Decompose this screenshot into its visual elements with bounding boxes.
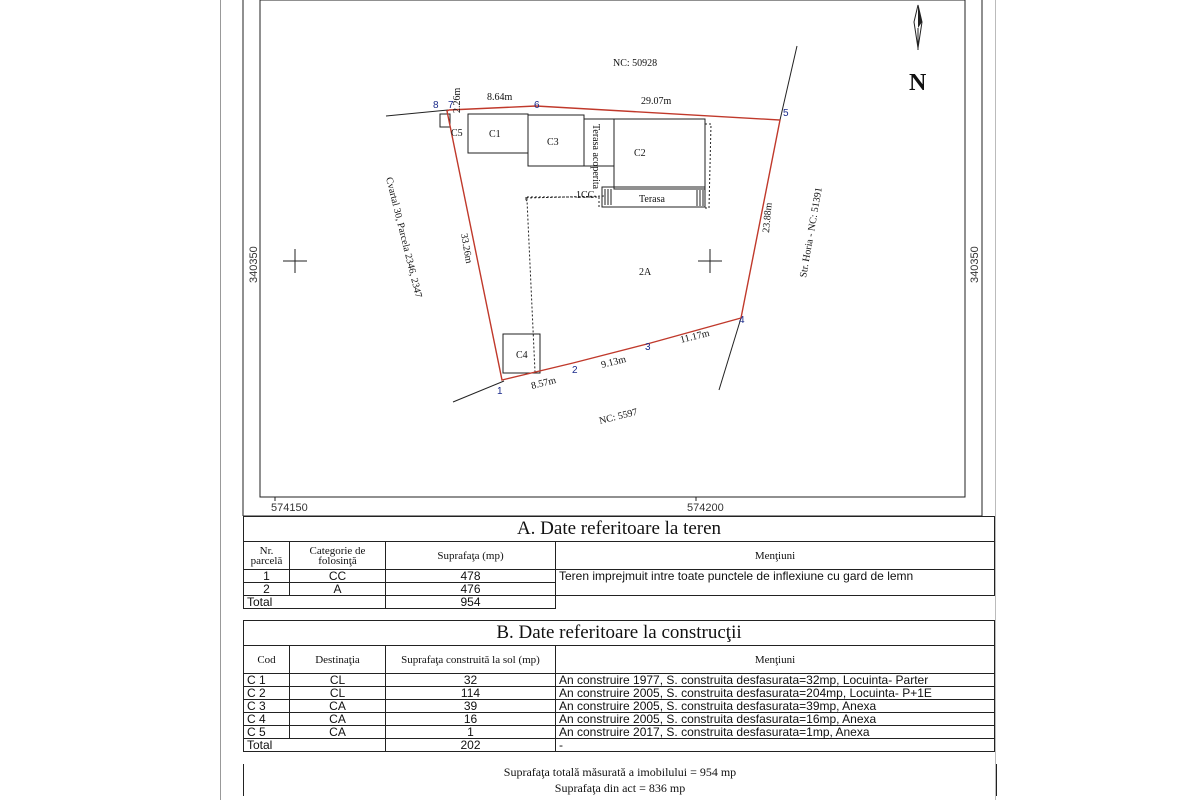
col-mentiuni-b: Menţiuni	[556, 646, 995, 674]
table-row	[244, 713, 995, 726]
section-b-title: B. Date referitoare la construcţii	[244, 621, 995, 646]
site-plan	[221, 0, 995, 516]
point-5: 5	[783, 108, 789, 119]
label-terasa-acop: Terasa acoperita	[590, 124, 601, 190]
row-b3-dest: CA	[290, 700, 386, 713]
row-b4-supr: 16	[386, 713, 556, 726]
table-teren	[243, 516, 995, 609]
row-a-total-value: 954	[386, 596, 556, 609]
col-mentiuni: Menţiuni	[556, 542, 995, 570]
row-b1-ment: An construire 1977, S. construita desfasurata=32mp, Locuinta- Parter	[556, 674, 995, 687]
col-suprafata: Suprafaţa (mp)	[386, 542, 556, 570]
dist-8-7: 2.26m	[452, 87, 463, 113]
dist-6-5: 29.07m	[641, 96, 672, 107]
north-label: N	[909, 70, 927, 96]
row-a-total-label: Total	[244, 596, 386, 609]
section-a-title: A. Date referitoare la teren	[244, 517, 995, 542]
neighbor-right: Str. Horia - NC: 51391	[798, 186, 825, 279]
point-2: 2	[572, 365, 578, 376]
row-b3-ment: An construire 2005, S. construita desfasurata=39mp, Anexa	[556, 700, 995, 713]
col-categorie: Categorie de folosinţă	[290, 542, 386, 570]
row-b5-ment: An construire 2017, S. construita desfasurata=1mp, Anexa	[556, 726, 995, 739]
grid-cross-right	[698, 249, 722, 273]
footer-act-area: Suprafaţa din act = 836 mp	[554, 781, 686, 795]
row-b3-cod: C 3	[244, 700, 290, 713]
col-nr-parcela: Nr. parcelă	[244, 542, 290, 570]
row-b2-dest: CL	[290, 687, 386, 700]
row-a1-cat: CC	[290, 570, 386, 583]
row-b5-supr: 1	[386, 726, 556, 739]
row-b4-cod: C 4	[244, 713, 290, 726]
row-b4-ment: An construire 2005, S. construita desfasurata=16mp, Anexa	[556, 713, 995, 726]
table-row	[244, 674, 995, 687]
point-8: 8	[433, 100, 439, 111]
dist-2-1: 8.57m	[530, 375, 558, 392]
buildings	[440, 114, 711, 373]
point-3: 3	[645, 342, 651, 353]
label-2a: 2A	[639, 267, 652, 278]
dist-3-2: 9.13m	[600, 354, 628, 371]
label-1cc: 1CC	[576, 190, 595, 201]
footer-total-area: Suprafaţa totală măsurată a imobilului = 954 mp	[503, 765, 737, 779]
row-b2-cod: C 2	[244, 687, 290, 700]
grid-cross-left	[283, 249, 307, 273]
col-suprafata-sol: Suprafaţa construită la sol (mp)	[386, 646, 556, 674]
row-b3-supr: 39	[386, 700, 556, 713]
dist-7-6: 8.64m	[487, 92, 513, 103]
table-row	[244, 700, 995, 713]
row-b5-cod: C 5	[244, 726, 290, 739]
coord-y-left: 340350	[248, 246, 260, 283]
dist-5-4: 23.88m	[761, 202, 775, 234]
row-b2-supr: 114	[386, 687, 556, 700]
point-6: 6	[534, 100, 540, 111]
neighbor-top: NC: 50928	[613, 58, 658, 69]
row-b-total-value: 202	[386, 739, 556, 752]
label-c2: C2	[634, 148, 646, 159]
row-b1-supr: 32	[386, 674, 556, 687]
row-a-mentiune: Teren imprejmuit intre toate punctele de inflexiune cu gard de lemn	[556, 570, 995, 596]
row-b1-cod: C 1	[244, 674, 290, 687]
cadastral-sheet	[220, 0, 996, 800]
north-arrow	[909, 5, 927, 96]
row-b-total-label: Total	[244, 739, 386, 752]
parcel-divider	[526, 197, 535, 372]
label-terasa: Terasa	[639, 194, 665, 205]
row-a2-supr: 476	[386, 583, 556, 596]
point-labels	[433, 100, 789, 397]
label-c1: C1	[489, 129, 501, 140]
coord-y-right: 340350	[969, 246, 981, 283]
row-a2-cat: A	[290, 583, 386, 596]
point-4: 4	[739, 315, 745, 326]
label-c5: C5	[451, 128, 463, 139]
label-c3: C3	[547, 137, 559, 148]
footer-summary	[243, 764, 997, 796]
label-c4: C4	[516, 350, 528, 361]
coord-x-left: 574150	[271, 502, 308, 514]
row-a2-nr: 2	[244, 583, 290, 596]
building-c2	[614, 119, 705, 189]
coord-x-right: 574200	[687, 502, 724, 514]
col-cod: Cod	[244, 646, 290, 674]
table-row	[244, 726, 995, 739]
row-b2-ment: An construire 2005, S. construita desfasurata=204mp, Locuinta- P+1E	[556, 687, 995, 700]
neighbor-bottom: NC: 5597	[598, 406, 639, 427]
row-b5-dest: CA	[290, 726, 386, 739]
row-a1-supr: 478	[386, 570, 556, 583]
dist-1-8: 33.26m	[458, 232, 475, 265]
point-7: 7	[448, 100, 454, 111]
table-row	[244, 570, 995, 583]
table-row-total	[244, 739, 995, 752]
table-constructii	[243, 620, 995, 752]
row-b1-dest: CL	[290, 674, 386, 687]
dist-4-3: 11.17m	[679, 327, 711, 346]
table-row-total	[244, 596, 995, 609]
row-b4-dest: CA	[290, 713, 386, 726]
row-b-total-ment: -	[556, 739, 995, 752]
row-a1-nr: 1	[244, 570, 290, 583]
table-row	[244, 687, 995, 700]
col-destinatia: Destinaţia	[290, 646, 386, 674]
neighbor-left: Cvartal 30, Parcela 2346, 2347	[383, 176, 424, 299]
point-1: 1	[497, 386, 503, 397]
